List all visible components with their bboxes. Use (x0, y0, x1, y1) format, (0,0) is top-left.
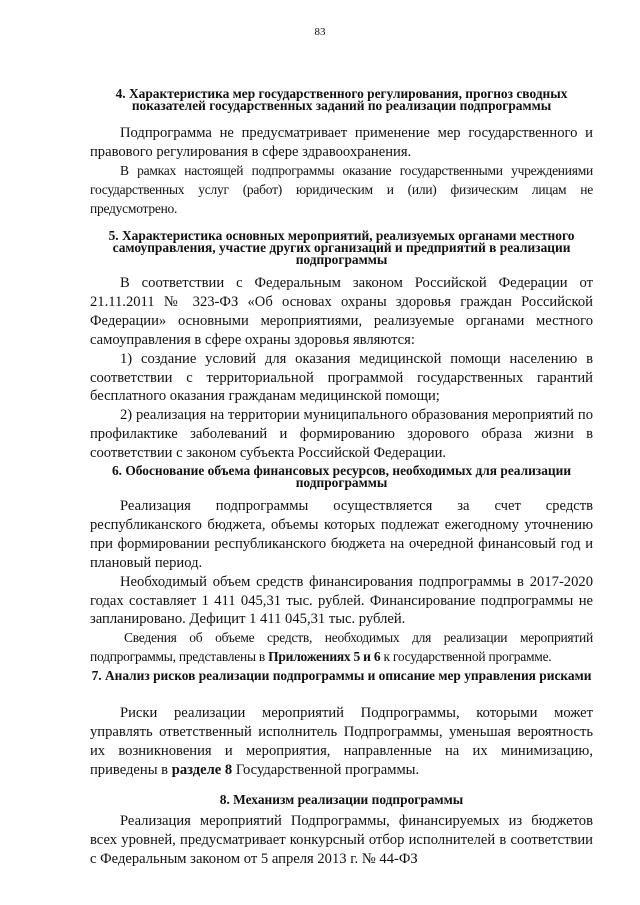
paragraph: 2) реализация на территории муниципального образования мероприятий по профилактике заболеваний и формированию здорового образа жизни в соответствии с законом субъекта Российской Федерации. (90, 407, 593, 462)
section-8-body (90, 812, 593, 869)
bold-reference: Приложениях 5 и 6 (268, 649, 381, 665)
paragraph: Реализация подпрограммы осуществляется за счет средств республиканского бюджета, объемы которых подлежат ежегодному уточнению при формировании республиканского бюджета на очередной финансовый год и плановый период. (90, 498, 593, 571)
paragraph: В рамках настоящей подпрограммы оказание государственными учреждениями государственных услуг (работ) юридическим и (или) физическим лицам не предусмотрено. (90, 162, 593, 216)
paragraph: Реализация мероприятий Подпрограммы, финансируемых из бюджетов всех уровней, предусматривает конкурсный отбор исполнителей в соответствии с Федеральным законом от 5 апреля 2013 г. № 44-ФЗ (90, 813, 593, 867)
paragraph (90, 629, 593, 667)
section-6 (90, 465, 593, 489)
section-7 (90, 670, 593, 682)
section-7-body (90, 704, 593, 780)
section-heading: 7. Анализ рисков реализации подпрограммы и описание мер управления рисками (91, 668, 592, 683)
section-4 (90, 88, 593, 112)
section-heading: 4. Характеристика мер государственного регулирования, прогноз сводных показателей государственных заданий по реализации подпрограммы (115, 86, 568, 113)
paragraph: Необходимый объем средств финансирования подпрограммы в 2017-2020 годах составляет 1 411 045,31 тыс. рублей. Финансирование подпрограммы не запланировано. Дефицит 1 411 045,31 тыс. рублей. (90, 573, 593, 628)
paragraph-text: Риски реализации мероприятий Подпрограммы, которыми может управлять ответственный исполнитель Подпрограммы, уменьшая вероятность их возникновения и мероприятия, направленные на их минимизацию, приведены в (90, 705, 593, 778)
paragraph-text: Государственной программы. (232, 761, 420, 778)
section-5-body (90, 274, 593, 463)
bold-reference: разделе 8 (171, 761, 233, 778)
paragraph: В соответствии с Федеральным законом Российской Федерации от 21.11.2011 № 323-ФЗ «Об основах охраны здоровья граждан Российской Федерации» основными мероприятиями, реализуемые органами местного самоуправления в сфере охраны здоровья являются: (90, 275, 593, 348)
paragraph (90, 704, 593, 780)
paragraph-text: Сведения об объеме средств, необходимых для реализации мероприятий подпрограммы, представлены в (90, 630, 593, 665)
section-heading: 5. Характеристика основных мероприятий, реализуемых органами местного самоуправления, участие других организаций и предприятий в реализации подпрограммы (108, 228, 575, 267)
section-6-body (90, 497, 593, 667)
section-5 (90, 230, 593, 266)
paragraph: 1) создание условий для оказания медицинской помощи населению в соответствии с территориальной программой государственных гарантий бесплатного оказания гражданам медицинской помощи; (90, 350, 593, 405)
section-heading: 8. Механизм реализации подпрограммы (219, 792, 464, 807)
section-4-body (90, 124, 593, 219)
paragraph-text: к государственной программе. (380, 649, 552, 665)
paragraph: Подпрограмма не предусматривает применение мер государственного и правового регулирования в сфере здравоохранения. (90, 125, 593, 160)
section-8 (90, 794, 593, 806)
section-heading: 6. Обоснование объема финансовых ресурсов, необходимых для реализации подпрограммы (111, 463, 572, 490)
page-number: 83 (314, 26, 326, 38)
